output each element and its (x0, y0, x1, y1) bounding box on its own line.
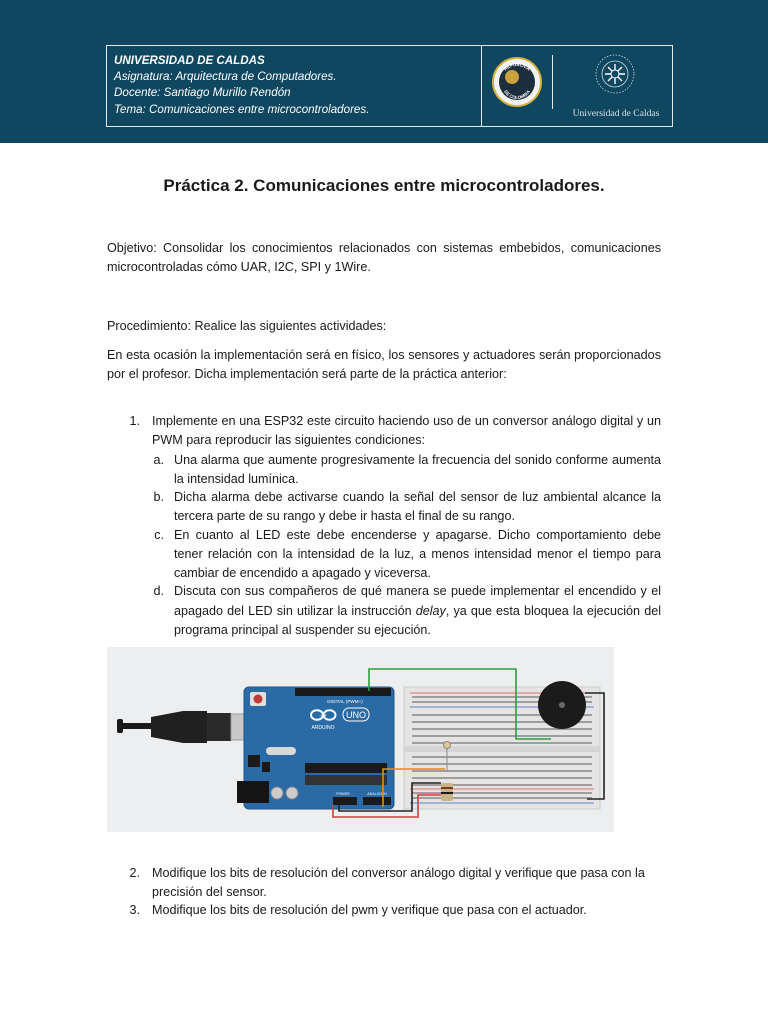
delay-keyword: delay (415, 603, 446, 618)
list-item-text: En cuanto al LED este debe encenderse y apagarse. Dicho comportamiento debe tener relación con la intensidad de la luz, a menos intensidad menor el tiempo para cambiar de encendido a apagado y viceversa. (174, 528, 661, 580)
shield-top-text: REPÚBLICA (502, 61, 532, 72)
svg-text:DE COLOMBIA (503, 88, 531, 100)
list-item-text: Modifique los bits de resolución del pwm y verifique que pasa con el actuador. (152, 903, 587, 917)
buzzer (538, 681, 586, 729)
svg-text:REPÚBLICA (503, 62, 532, 72)
digital-header-label: DIGITAL (PWM~) (327, 699, 363, 704)
caldas-emblem-icon (593, 52, 637, 96)
teacher-line: Docente: Santiago Murillo Rendón (114, 86, 291, 100)
subject-line: Asignatura: Arquitectura de Computadores. (114, 70, 337, 84)
objective-paragraph: Objetivo: Consolidar los conocimientos relacionados con sistemas embebidos, comunicaciones microcontroladas cómo UAR, I2C, SPI y 1Wire. (107, 241, 661, 275)
list-item-3 (129, 901, 661, 920)
procedure-heading: Procedimiento: Realice las siguientes actividades: (107, 319, 387, 333)
list-item-text: Modifique los bits de resolución del conversor análogo digital y verifique que pasa con la precisión del sensor. (152, 866, 645, 899)
header-logos (482, 46, 672, 126)
header-box (106, 45, 673, 127)
header-text (107, 46, 482, 126)
list-item-text: Dicha alarma debe activarse cuando la señal del sensor de luz ambiental alcance la tercera parte de su rango y debe ir hasta el final de su rango. (174, 490, 661, 523)
list-marker: b. (153, 490, 164, 504)
usb-cable (117, 711, 265, 743)
list-item-text: Implemente en una ESP32 este circuito haciendo uso de un conversor análogo digital y un PWM para reproducir las siguientes condiciones: (152, 414, 661, 447)
list-item-text: Una alarma que aumente progresivamente la frecuencia del sonido conforme aumenta la intensidad lumínica. (174, 453, 661, 486)
arduino-board (237, 687, 394, 809)
list-marker: d. (153, 584, 164, 598)
list-item-1 (129, 412, 661, 450)
circuit-figure (107, 647, 614, 832)
list-subitem-a (153, 451, 661, 489)
list-marker: c. (154, 528, 164, 542)
board-logo-text: UNO (346, 710, 366, 720)
list-subitem-d (153, 582, 661, 641)
svg-text:– +: – + (319, 713, 327, 719)
page-title: Práctica 2. Comunicaciones entre microcontroladores. (163, 176, 605, 195)
list-item-text: Discuta con sus compañeros de qué manera se puede implementar el encendido y el apagado del LED sin utilizar la instrucción (174, 584, 661, 618)
header-banner (0, 0, 768, 143)
list-marker: a. (153, 453, 164, 467)
analog-label: ANALOG IN (367, 792, 387, 796)
circuit-diagram (107, 647, 614, 832)
university-name: UNIVERSIDAD DE CALDAS (114, 54, 265, 67)
board-brand-text: ARDUINO (311, 725, 335, 731)
list-marker: 1. (129, 414, 140, 428)
list-subitem-c (154, 526, 661, 582)
topic-line: Tema: Comunicaciones entre microcontroladores. (114, 102, 370, 116)
caldas-logo-text: Universidad de Caldas (572, 108, 660, 119)
power-label: POWER (336, 792, 350, 796)
list-marker: 2. (129, 866, 140, 880)
logo-divider (552, 55, 553, 109)
list-marker: 3. (129, 903, 140, 917)
shield-bottom-text: DE COLOMBIA (503, 89, 531, 101)
list-item-text-end: , ya que esta bloquea la ejecución del programa principal al suspender su ejecución. (174, 603, 661, 638)
resistor (441, 783, 453, 801)
list-subitem-b (153, 488, 661, 526)
intro-paragraph: En esta ocasión la implementación será en físico, los sensores y actuadores serán proporcionados por el profesor. Dicha implementación será parte de la práctica anterior: (107, 348, 661, 382)
colombia-shield-logo (492, 57, 542, 107)
list-item-2 (129, 864, 661, 902)
